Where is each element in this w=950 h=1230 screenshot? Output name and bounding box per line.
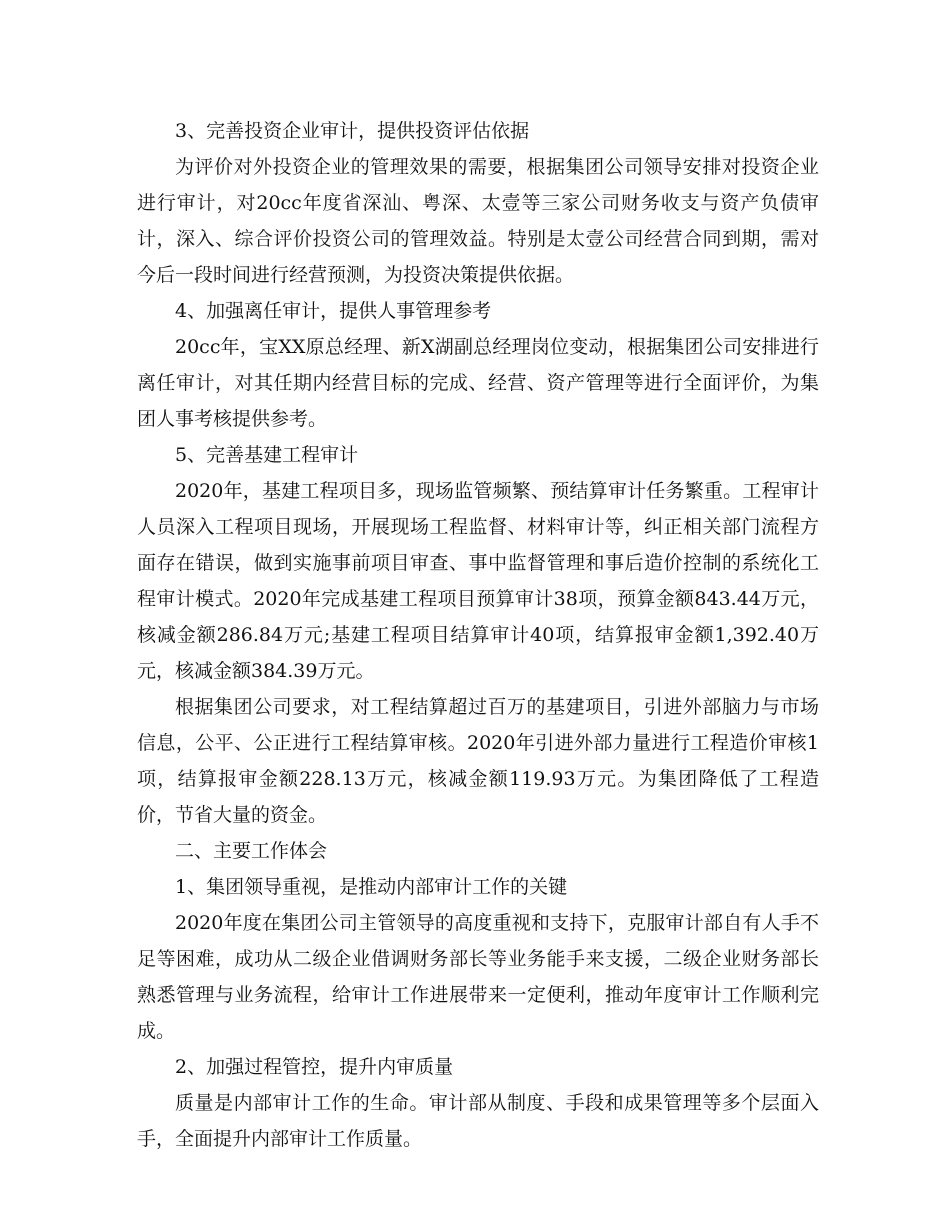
paragraph-departure-audit: 20cc年，宝XX原总经理、新X湖副总经理岗位变动，根据集团公司安排进行离任审计，对其任期内经营目标的完成、经营、资产管理等进行全面评价，为集团人事考核提供参考。 <box>137 336 819 430</box>
section-heading-process-control: 2、加强过程管控，提升内审质量 <box>175 1056 454 1078</box>
section-heading-leadership: 1、集团领导重视，是推动内部审计工作的关键 <box>175 876 568 898</box>
paragraph-construction-audit: 2020年，基建工程项目多，现场监管频繁、预结算审计任务繁重。工程审计人员深入工程项目现场，开展现场工程监督、材料审计等，纠正相关部门流程方面存在错误，做到实施事前项目审查、事中监督管理和事后造价控制的系统化工程审计模式。2020年完成基建工程项目预算审计38项，预算金额843.44万元，核减金额286.84万元;基建工程项目结算审计40项，结算报审金额1,392.40万元，核减金额384.39万元。 <box>137 480 819 682</box>
paragraph-investment-audit: 为评价对外投资企业的管理效果的需要，根据集团公司领导安排对投资企业进行审计，对20cc年度省深汕、粤深、太壹等三家公司财务收支与资产负债审计，深入、综合评价投资公司的管理效益。特别是太壹公司经营合同到期，需对今后一段时间进行经营预测，为投资决策提供依据。 <box>137 156 819 286</box>
section-heading-departure-audit: 4、加强离任审计，提供人事管理参考 <box>175 300 492 322</box>
section-heading-construction-audit: 5、完善基建工程审计 <box>175 444 359 466</box>
paragraph-leadership: 2020年度在集团公司主管领导的高度重视和支持下，克服审计部自有人手不足等困难，成功从二级企业借调财务部长等业务能手来支援，二级企业财务部长熟悉管理与业务流程，给审计工作进展带来一定便利，推动年度审计工作顺利完成。 <box>137 912 819 1042</box>
section-heading-investment-audit: 3、完善投资企业审计，提供投资评估依据 <box>175 120 530 142</box>
paragraph-external-review: 根据集团公司要求，对工程结算超过百万的基建项目，引进外部脑力与市场信息，公平、公正进行工程结算审核。2020年引进外部力量进行工程造价审核1项，结算报审金额228.13万元，核减金额119.93万元。为集团降低了工程造价，节省大量的资金。 <box>137 696 819 826</box>
paragraph-quality: 质量是内部审计工作的生命。审计部从制度、手段和成果管理等多个层面入手，全面提升内部审计工作质量。 <box>137 1092 819 1150</box>
section-heading-main-experience: 二、主要工作体会 <box>175 840 328 862</box>
document-body <box>137 113 819 1157</box>
